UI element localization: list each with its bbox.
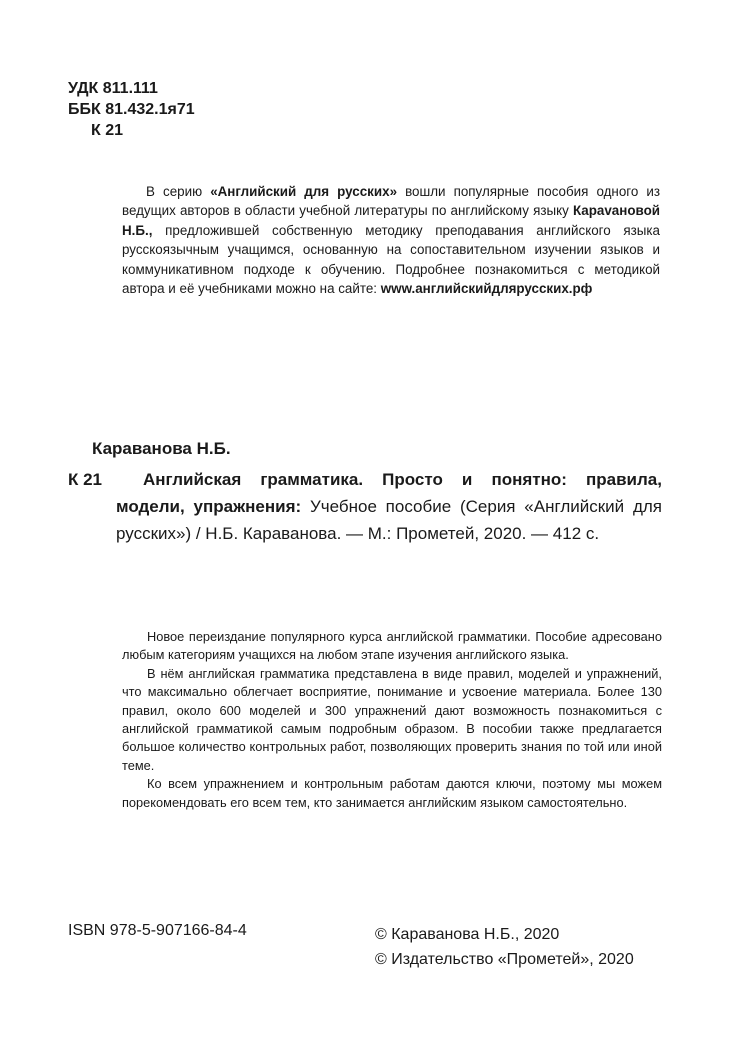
series-annotation: [122, 182, 660, 298]
author-mark: К 21: [91, 122, 124, 139]
copyright-block: [375, 922, 634, 972]
biblio-title: Английская грамматика. Просто и понятно: правила, модели, упражнения:: [116, 470, 662, 516]
isbn: ISBN 978-5-907166-84-4: [68, 922, 247, 939]
abstract-paragraph: Новое переиздание популярного курса английской грамматики. Пособие адресовано любым категориям учащихся на любом этапе изучения английского языка.: [122, 629, 662, 663]
series-website: www.английскийдлярусских.рф: [380, 281, 593, 297]
copyright-publisher: © Издательство «Прометей», 2020: [375, 951, 634, 968]
series-text-3: предложившей собственную методику преподавания английского языка русскоязычным учащимся, основанную на сопоставительном изучении языков и коммуникативном подходе к обучению. Подробнее познакомиться с методикой автора и её учебниками можно на сайте:: [122, 222, 660, 297]
biblio-author: Караванова Н.Б.: [92, 439, 231, 458]
abstract: [122, 628, 662, 812]
udk-code: УДК 811.111: [68, 80, 158, 97]
series-author-name: Карavановой Н.Б.,: [122, 203, 660, 238]
copyright-author: © Караванова Н.Б., 2020: [375, 926, 560, 943]
biblio-description: [116, 466, 662, 547]
abstract-paragraph: Ко всем упражнением и контрольным работам даются ключи, поэтому мы можем порекомендовать его всем тем, кто занимается английским языком самостоятельно.: [122, 776, 662, 810]
bbk-code: ББК 81.432.1я71: [68, 101, 195, 118]
biblio-record: [68, 466, 662, 547]
series-text-1: В серию: [146, 184, 211, 199]
series-text-2: вошли популярные пособия одного из ведущих авторов в области учебной литературы по английскому языку: [122, 184, 660, 219]
biblio-code: К 21: [68, 470, 103, 489]
classification-codes: [68, 78, 195, 141]
series-name: «Английский для русских»: [210, 184, 398, 199]
biblio-rest: Учебное пособие (Серия «Английский для русских») / Н.Б. Караванова. — М.: Прометей, 2020. — 412 с.: [116, 497, 662, 543]
abstract-paragraph: В нём английская грамматика представлена в виде правил, моделей и упражнений, что максимально облегчает восприятие, понимание и усвоение материала. Более 130 правил, около 600 моделей и 300 упражнений дают возможность познакомиться с английской грамматикой самым подробным образом. В пособии также предлагается большое количество контрольных работ, позволяющих проверить знания по той или иной теме.: [122, 665, 662, 773]
